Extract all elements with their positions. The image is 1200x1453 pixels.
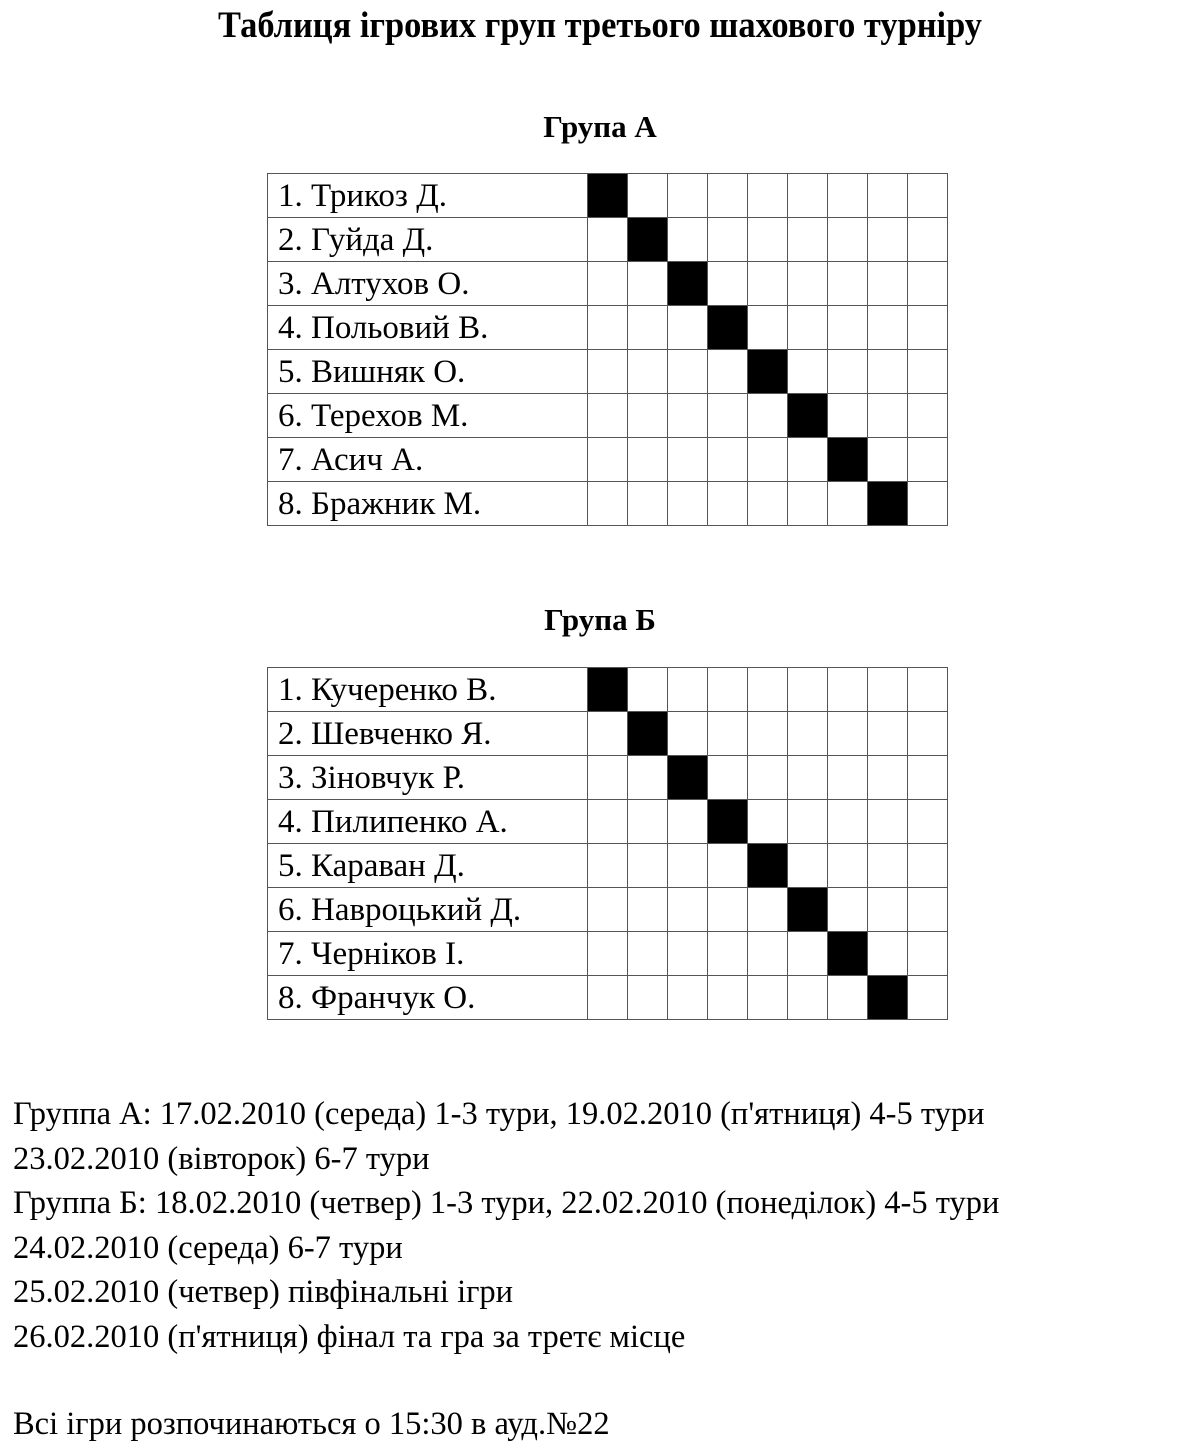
score-cell bbox=[828, 262, 868, 306]
score-cell bbox=[828, 394, 868, 438]
score-cell bbox=[908, 394, 948, 438]
score-cell bbox=[828, 888, 868, 932]
table-row bbox=[268, 262, 948, 306]
score-cell bbox=[868, 888, 908, 932]
score-cell bbox=[788, 800, 828, 844]
score-cell bbox=[708, 712, 748, 756]
table-row bbox=[268, 712, 948, 756]
player-name: 6. Терехов М. bbox=[268, 394, 588, 438]
score-cell bbox=[868, 262, 908, 306]
score-cell bbox=[668, 438, 708, 482]
self-match-cell bbox=[708, 306, 748, 350]
score-cell bbox=[708, 756, 748, 800]
schedule-line: 25.02.2010 (четвер) півфінальні ігри bbox=[13, 1274, 514, 1310]
score-cell bbox=[588, 482, 628, 526]
player-name: 6. Навроцький Д. bbox=[268, 888, 588, 932]
self-match-cell bbox=[588, 174, 628, 218]
score-cell bbox=[908, 482, 948, 526]
table-row bbox=[268, 394, 948, 438]
score-cell bbox=[628, 482, 668, 526]
score-cell bbox=[828, 306, 868, 350]
score-cell bbox=[828, 712, 868, 756]
score-cell bbox=[908, 712, 948, 756]
score-cell bbox=[788, 262, 828, 306]
schedule-line: Группа Б: 18.02.2010 (четвер) 1-3 тури, 22.02.2010 (понеділок) 4-5 тури bbox=[13, 1185, 1000, 1221]
score-cell bbox=[628, 438, 668, 482]
player-name: 5. Вишняк О. bbox=[268, 350, 588, 394]
score-cell bbox=[748, 394, 788, 438]
score-cell bbox=[708, 394, 748, 438]
score-cell bbox=[788, 976, 828, 1020]
score-cell bbox=[748, 888, 788, 932]
score-cell bbox=[708, 218, 748, 262]
table-row bbox=[268, 668, 948, 712]
score-cell bbox=[668, 174, 708, 218]
score-cell bbox=[748, 482, 788, 526]
player-name: 2. Гуйда Д. bbox=[268, 218, 588, 262]
score-cell bbox=[588, 394, 628, 438]
score-cell bbox=[668, 394, 708, 438]
self-match-cell bbox=[868, 976, 908, 1020]
score-cell bbox=[668, 932, 708, 976]
score-cell bbox=[828, 800, 868, 844]
self-match-cell bbox=[828, 438, 868, 482]
player-name: 2. Шевченко Я. bbox=[268, 712, 588, 756]
score-cell bbox=[868, 438, 908, 482]
player-name: 4. Пилипенко А. bbox=[268, 800, 588, 844]
score-cell bbox=[908, 350, 948, 394]
score-cell bbox=[668, 350, 708, 394]
score-cell bbox=[908, 262, 948, 306]
table-row bbox=[268, 800, 948, 844]
table-row bbox=[268, 306, 948, 350]
score-cell bbox=[908, 174, 948, 218]
score-cell bbox=[668, 844, 708, 888]
self-match-cell bbox=[828, 932, 868, 976]
score-cell bbox=[588, 976, 628, 1020]
score-cell bbox=[908, 932, 948, 976]
score-cell bbox=[788, 712, 828, 756]
score-cell bbox=[788, 482, 828, 526]
score-cell bbox=[908, 800, 948, 844]
schedule-line: Группа А: 17.02.2010 (середа) 1-3 тури, 19.02.2010 (п'ятниця) 4-5 тури bbox=[13, 1096, 985, 1132]
score-cell bbox=[868, 800, 908, 844]
score-cell bbox=[668, 306, 708, 350]
player-name: 1. Трикоз Д. bbox=[268, 174, 588, 218]
score-cell bbox=[908, 668, 948, 712]
score-cell bbox=[588, 844, 628, 888]
self-match-cell bbox=[748, 350, 788, 394]
table-row bbox=[268, 976, 948, 1020]
score-cell bbox=[828, 174, 868, 218]
player-name: 7. Черніков І. bbox=[268, 932, 588, 976]
self-match-cell bbox=[708, 800, 748, 844]
score-cell bbox=[868, 394, 908, 438]
score-cell bbox=[748, 438, 788, 482]
score-cell bbox=[668, 800, 708, 844]
score-cell bbox=[748, 712, 788, 756]
schedule bbox=[13, 1092, 999, 1359]
score-cell bbox=[868, 668, 908, 712]
score-cell bbox=[748, 174, 788, 218]
score-cell bbox=[628, 668, 668, 712]
score-cell bbox=[908, 888, 948, 932]
score-cell bbox=[868, 218, 908, 262]
score-cell bbox=[668, 712, 708, 756]
score-cell bbox=[708, 932, 748, 976]
player-name: 4. Польовий В. bbox=[268, 306, 588, 350]
table-row bbox=[268, 218, 948, 262]
score-cell bbox=[628, 394, 668, 438]
score-cell bbox=[708, 888, 748, 932]
schedule-line: 23.02.2010 (вівторок) 6-7 тури bbox=[13, 1140, 430, 1177]
score-cell bbox=[908, 438, 948, 482]
score-cell bbox=[748, 976, 788, 1020]
table-row bbox=[268, 756, 948, 800]
score-cell bbox=[908, 976, 948, 1020]
score-cell bbox=[628, 932, 668, 976]
score-cell bbox=[708, 174, 748, 218]
score-cell bbox=[868, 756, 908, 800]
score-cell bbox=[588, 350, 628, 394]
group-b-title: Група Б bbox=[544, 602, 656, 637]
score-cell bbox=[628, 844, 668, 888]
score-cell bbox=[708, 482, 748, 526]
score-cell bbox=[788, 438, 828, 482]
table-row bbox=[268, 174, 948, 218]
score-cell bbox=[828, 482, 868, 526]
score-cell bbox=[668, 668, 708, 712]
score-cell bbox=[788, 844, 828, 888]
score-cell bbox=[588, 218, 628, 262]
table-row bbox=[268, 350, 948, 394]
score-cell bbox=[868, 306, 908, 350]
score-cell bbox=[708, 844, 748, 888]
score-cell bbox=[788, 174, 828, 218]
schedule-line: 24.02.2010 (середа) 6-7 тури bbox=[13, 1229, 403, 1266]
score-cell bbox=[908, 218, 948, 262]
score-cell bbox=[588, 262, 628, 306]
score-cell bbox=[588, 800, 628, 844]
score-cell bbox=[588, 712, 628, 756]
score-cell bbox=[828, 844, 868, 888]
page-title: Таблиця ігрових груп третього шахового турніру bbox=[218, 5, 982, 46]
score-cell bbox=[828, 350, 868, 394]
player-name: 3. Зіновчук Р. bbox=[268, 756, 588, 800]
self-match-cell bbox=[628, 712, 668, 756]
score-cell bbox=[868, 350, 908, 394]
score-cell bbox=[668, 888, 708, 932]
score-cell bbox=[668, 218, 708, 262]
player-name: 8. Бражник М. bbox=[268, 482, 588, 526]
self-match-cell bbox=[868, 482, 908, 526]
schedule-line: 26.02.2010 (п'ятниця) фінал та гра за третє місце bbox=[13, 1318, 686, 1355]
score-cell bbox=[628, 350, 668, 394]
score-cell bbox=[828, 218, 868, 262]
score-cell bbox=[788, 306, 828, 350]
score-cell bbox=[748, 218, 788, 262]
venue-note: Всі ігри розпочинаються о 15:30 в ауд.№22 bbox=[13, 1406, 610, 1442]
group-a-table bbox=[267, 173, 948, 526]
score-cell bbox=[708, 976, 748, 1020]
score-cell bbox=[908, 756, 948, 800]
group-a-title: Група А bbox=[543, 109, 657, 144]
self-match-cell bbox=[788, 888, 828, 932]
score-cell bbox=[628, 174, 668, 218]
self-match-cell bbox=[668, 262, 708, 306]
score-cell bbox=[868, 174, 908, 218]
score-cell bbox=[628, 976, 668, 1020]
score-cell bbox=[908, 844, 948, 888]
score-cell bbox=[588, 932, 628, 976]
score-cell bbox=[868, 932, 908, 976]
score-cell bbox=[708, 438, 748, 482]
score-cell bbox=[868, 844, 908, 888]
score-cell bbox=[668, 482, 708, 526]
score-cell bbox=[788, 932, 828, 976]
self-match-cell bbox=[588, 668, 628, 712]
score-cell bbox=[588, 756, 628, 800]
table-row bbox=[268, 482, 948, 526]
self-match-cell bbox=[668, 756, 708, 800]
player-name: 1. Кучеренко В. bbox=[268, 668, 588, 712]
score-cell bbox=[788, 218, 828, 262]
player-name: 5. Караван Д. bbox=[268, 844, 588, 888]
score-cell bbox=[628, 756, 668, 800]
self-match-cell bbox=[748, 844, 788, 888]
table-row bbox=[268, 888, 948, 932]
score-cell bbox=[908, 306, 948, 350]
score-cell bbox=[708, 668, 748, 712]
score-cell bbox=[748, 756, 788, 800]
score-cell bbox=[828, 756, 868, 800]
self-match-cell bbox=[788, 394, 828, 438]
score-cell bbox=[628, 306, 668, 350]
table-row bbox=[268, 438, 948, 482]
score-cell bbox=[868, 712, 908, 756]
score-cell bbox=[668, 976, 708, 1020]
group-b-table bbox=[267, 667, 948, 1020]
score-cell bbox=[748, 800, 788, 844]
score-cell bbox=[748, 262, 788, 306]
player-name: 8. Франчук О. bbox=[268, 976, 588, 1020]
score-cell bbox=[828, 668, 868, 712]
score-cell bbox=[748, 306, 788, 350]
table-row bbox=[268, 932, 948, 976]
score-cell bbox=[588, 888, 628, 932]
score-cell bbox=[708, 350, 748, 394]
score-cell bbox=[628, 800, 668, 844]
player-name: 3. Алтухов О. bbox=[268, 262, 588, 306]
score-cell bbox=[788, 350, 828, 394]
player-name: 7. Асич А. bbox=[268, 438, 588, 482]
self-match-cell bbox=[628, 218, 668, 262]
score-cell bbox=[588, 306, 628, 350]
score-cell bbox=[628, 888, 668, 932]
score-cell bbox=[588, 438, 628, 482]
score-cell bbox=[748, 932, 788, 976]
score-cell bbox=[788, 756, 828, 800]
score-cell bbox=[828, 976, 868, 1020]
score-cell bbox=[628, 262, 668, 306]
score-cell bbox=[788, 668, 828, 712]
score-cell bbox=[708, 262, 748, 306]
score-cell bbox=[748, 668, 788, 712]
table-row bbox=[268, 844, 948, 888]
